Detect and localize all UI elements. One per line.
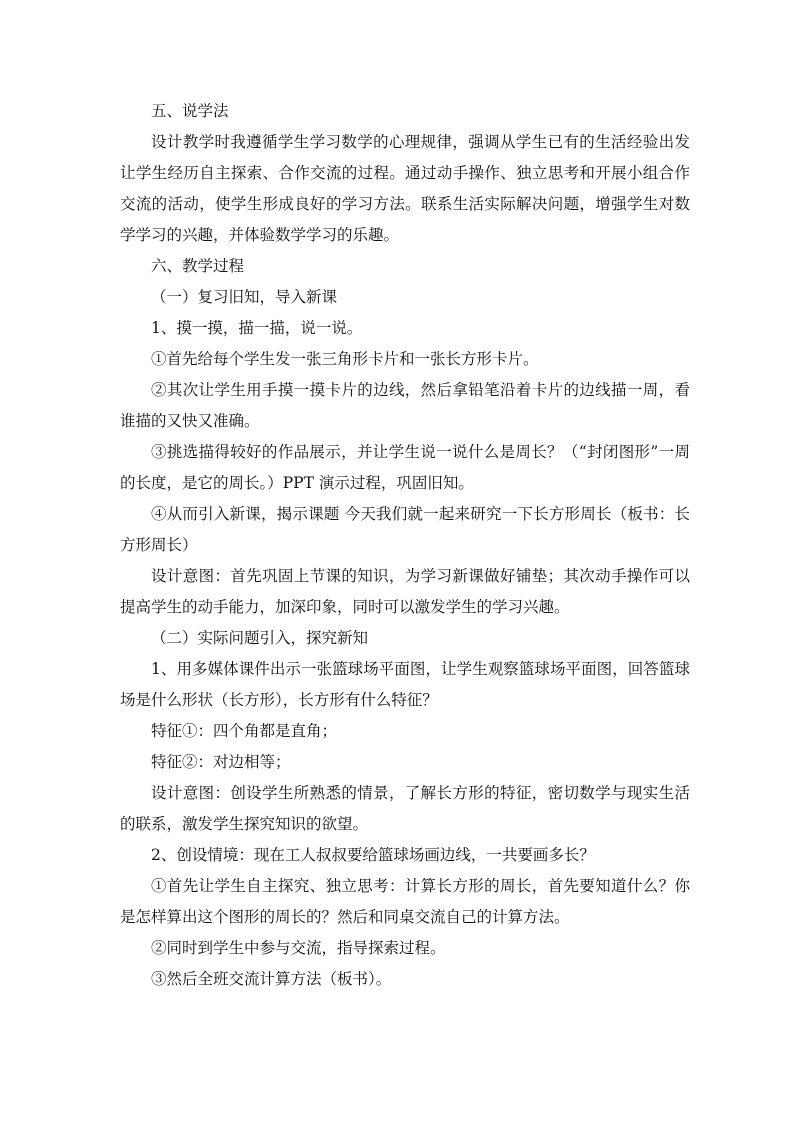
paragraph-explore-2c: ③然后全班交流计算方法（板书）。 (151, 970, 392, 988)
paragraph-explore-2: 2、创设情境：现在工人叔叔要给篮球场画边线，一共要画多长？ (151, 846, 595, 864)
paragraph-step-1a: ①首先给每个学生发一张三角形卡片和一张长方形卡片。 (151, 350, 539, 368)
paragraph-explore-2b: ②同时到学生中参与交流，指导探索过程。 (151, 939, 446, 957)
paragraph-design-intent-2: 设计意图：创设学生所熟悉的情景，了解长方形的特征，密切数学与现实生活的联系，激发学生探究知识的欲望。 (120, 784, 690, 833)
paragraph-step-1d: ④从而引入新课，揭示课题 今天我们就一起来研究一下长方形周长（板书：长方形周长） (120, 505, 690, 554)
paragraph-learning-method: 设计教学时我遵循学生学习数学的心理规律，强调从学生已有的生活经验出发让学生经历自主探索、合作交流的过程。通过动手操作、独立思考和开展小组合作交流的活动，使学生形成良好的学习方法。联系生活实际解决问题，增强学生对数学学习的兴趣，并体验数学学习的乐趣。 (120, 133, 690, 244)
subheading-review: （一）复习旧知，导入新课 (151, 288, 338, 306)
paragraph-explore-1: 1、用多媒体课件出示一张篮球场平面图，让学生观察篮球场平面图，回答篮球场是什么形状（长方形），长方形有什么特征？ (120, 660, 690, 709)
paragraph-feature-1: 特征①：四个角都是直角； (151, 722, 338, 740)
paragraph-explore-2a: ①首先让学生自主探究、独立思考：计算长方形的周长，首先要知道什么？你是怎样算出这个图形的周长的？然后和同桌交流自己的计算方法。 (120, 877, 690, 926)
section-heading-learning-method: 五、说学法 (151, 102, 229, 120)
paragraph-feature-2: 特征②：对边相等； (151, 753, 291, 771)
paragraph-design-intent-1: 设计意图：首先巩固上节课的知识，为学习新课做好铺垫；其次动手操作可以提高学生的动手能力，加深印象，同时可以激发学生的学习兴趣。 (120, 567, 690, 616)
section-heading-teaching-process: 六、教学过程 (151, 257, 245, 275)
subheading-explore: （二）实际问题引入，探究新知 (151, 629, 369, 647)
document-body (120, 96, 690, 995)
paragraph-step-1: 1、摸一摸，描一描，说一说。 (151, 319, 363, 337)
paragraph-step-1b: ②其次让学生用手摸一摸卡片的边线，然后拿铅笔沿着卡片的边线描一周，看谁描的又快又准确。 (120, 381, 690, 430)
paragraph-step-1c: ③挑选描得较好的作品展示，并让学生说一说什么是周长？（“封闭图形”一周的长度，是它的周长。）PPT 演示过程，巩固旧知。 (120, 443, 690, 492)
